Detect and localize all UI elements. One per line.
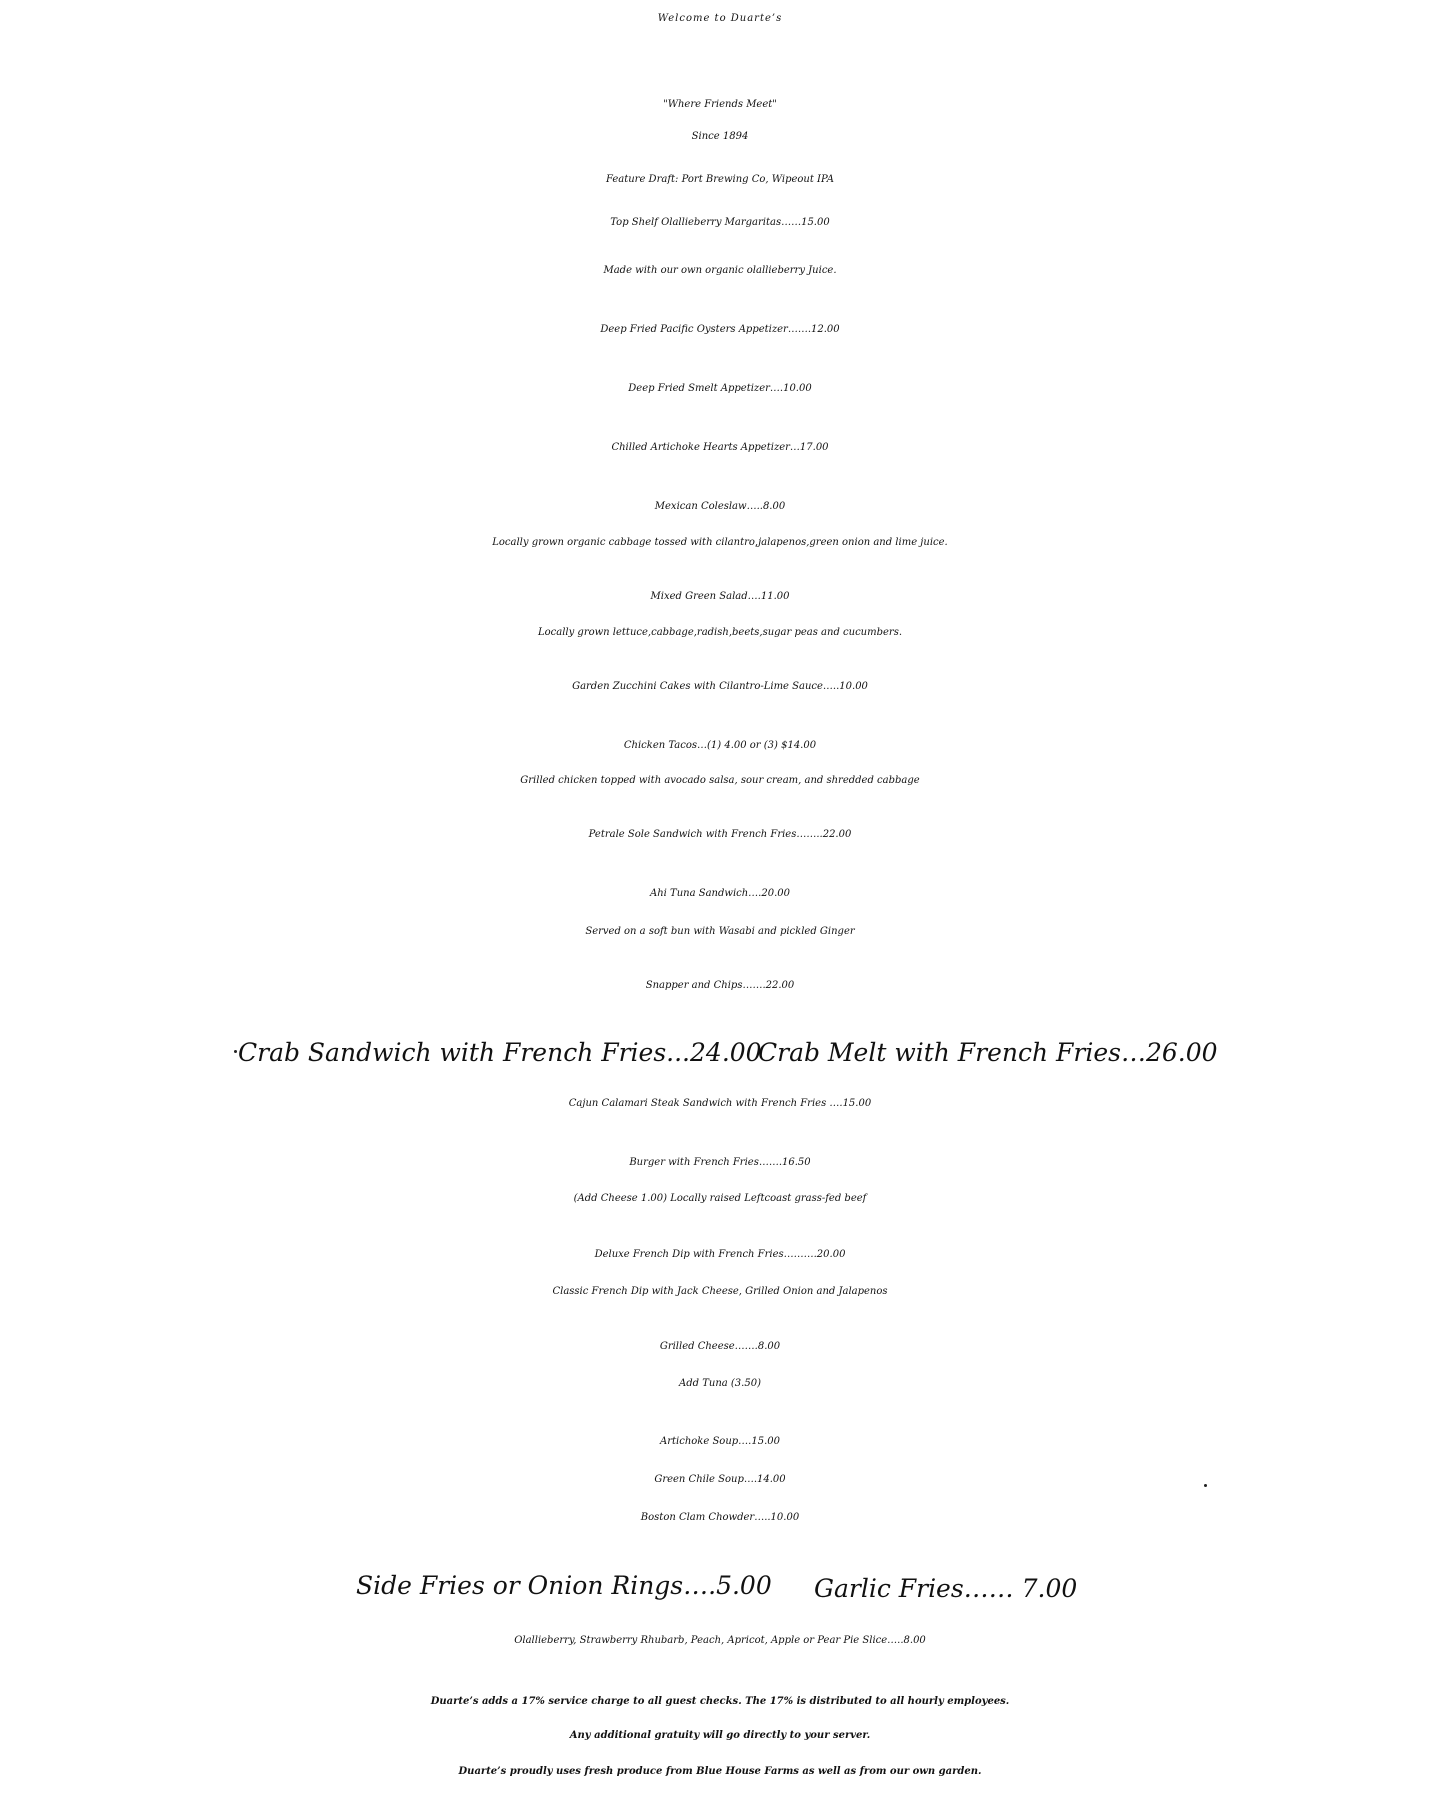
menu-item-ahi-desc: Served on a soft bun with Wasabi and pickled Ginger (585, 926, 855, 937)
feature-margarita: Top Shelf Olallieberry Margaritas……15.00 (610, 217, 830, 228)
menu-item-burger: Burger with French Fries…….16.50 (629, 1157, 811, 1168)
menu-item-calamari: Cajun Calamari Steak Sandwich with French Fries ….15.00 (568, 1098, 872, 1109)
since-year: Since 1894 (691, 131, 749, 142)
page-title: Welcome to Duarte’s (657, 13, 783, 24)
menu-item-chowder: Boston Clam Chowder…..10.00 (640, 1512, 800, 1523)
menu-item-french-dip: Deluxe French Dip with French Fries……….20.00 (594, 1249, 846, 1260)
footer-produce: Duarte’s proudly uses fresh produce from Blue House Farms as well as from our own garden. (458, 1766, 982, 1777)
menu-item-oysters: Deep Fried Pacific Oysters Appetizer…….12.00 (600, 324, 840, 335)
menu-item-crab-melt: Crab Melt with French Fries…26.00 (758, 1038, 1218, 1067)
menu-item-ahi: Ahi Tuna Sandwich….20.00 (650, 888, 790, 899)
menu-item-garlic-fries: Garlic Fries…… 7.00 (814, 1574, 1078, 1603)
menu-item-side-fries: Side Fries or Onion Rings….5.00 (356, 1571, 772, 1600)
feature-margarita-note: Made with our own organic olallieberry Juice. (603, 265, 837, 276)
menu-item-tacos-desc: Grilled chicken topped with avocado salsa, sour cream, and shredded cabbage (520, 775, 920, 786)
menu-item-green-chile-soup: Green Chile Soup….14.00 (654, 1474, 786, 1485)
feature-draft: Feature Draft: Port Brewing Co, Wipeout IPA (605, 174, 835, 185)
menu-item-salad: Mixed Green Salad….11.00 (650, 591, 790, 602)
menu-item-petrale: Petrale Sole Sandwich with French Fries……..22.00 (588, 829, 852, 840)
footer-service-charge: Duarte’s adds a 17% service charge to all guest checks. The 17% is distributed to all hourly employees. (430, 1696, 1010, 1707)
menu-item-smelt: Deep Fried Smelt Appetizer….10.00 (628, 383, 812, 394)
menu-item-zucchini: Garden Zucchini Cakes with Cilantro-Lime Sauce…..10.00 (572, 681, 868, 692)
menu-item-french-dip-desc: Classic French Dip with Jack Cheese, Grilled Onion and Jalapenos (552, 1286, 888, 1297)
menu-item-coleslaw: Mexican Coleslaw…..8.00 (654, 501, 786, 512)
menu-item-coleslaw-desc: Locally grown organic cabbage tossed with cilantro,jalapenos,green onion and lime juice. (492, 537, 948, 548)
scan-speck (1204, 1484, 1207, 1487)
tagline: "Where Friends Meet" (663, 99, 777, 110)
menu-item-burger-desc: (Add Cheese 1.00) Locally raised Leftcoast grass-fed beef (573, 1193, 867, 1204)
menu-item-grilled-cheese-add: Add Tuna (3.50) (679, 1378, 761, 1389)
footer-gratuity: Any additional gratuity will go directly to your server. (569, 1730, 871, 1741)
scan-speck (234, 1050, 237, 1053)
menu-item-salad-desc: Locally grown lettuce,cabbage,radish,beets,sugar peas and cucumbers. (537, 627, 903, 638)
menu-item-artichoke-soup: Artichoke Soup….15.00 (660, 1436, 780, 1447)
menu-item-snapper: Snapper and Chips…….22.00 (645, 980, 795, 991)
menu-item-tacos: Chicken Tacos…(1) 4.00 or (3) $14.00 (623, 740, 817, 751)
menu-item-crab-sandwich: Crab Sandwich with French Fries...24.00 (238, 1038, 762, 1067)
menu-item-grilled-cheese: Grilled Cheese…….8.00 (659, 1341, 781, 1352)
menu-item-artichoke-hearts: Chilled Artichoke Hearts Appetizer…17.00 (611, 442, 829, 453)
menu-item-pie: Olallieberry, Strawberry Rhubarb, Peach, Apricot, Apple or Pear Pie Slice…..8.00 (514, 1635, 926, 1646)
